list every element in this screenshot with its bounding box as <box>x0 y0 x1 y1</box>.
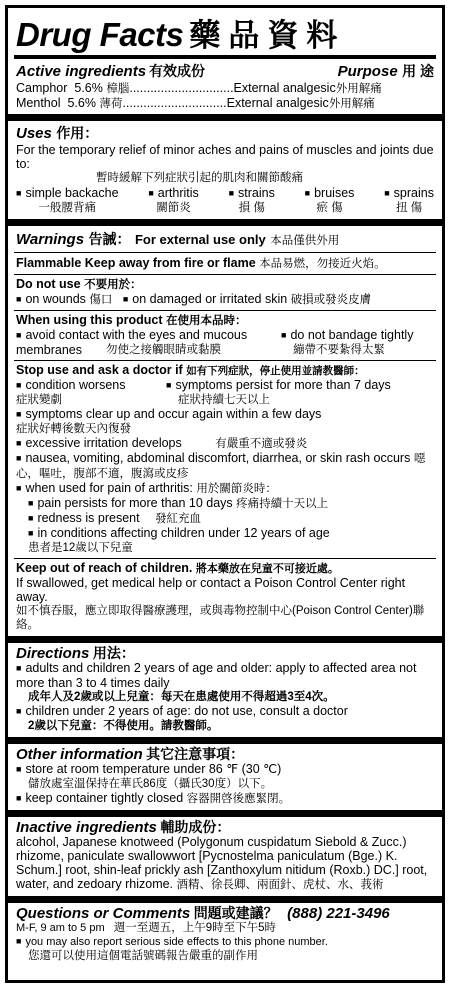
phone-number: (888) 221-3496 <box>287 905 390 922</box>
keep-out-of-reach: Keep out of reach of children. 將本藥放在兒童不可接近處。 If swallowed, get medical help or contact a Poison Control Center right away. 如不慎吞服，應立即取得醫療護理，或與毒物控制中心(Poison Control Center)聯絡。 <box>16 561 425 631</box>
other-heading: Other information <box>16 746 143 763</box>
warnings-heading: Warnings <box>16 231 85 248</box>
warnings-section: Warnings 告誡： For external use only 本品僅供外用 <box>16 231 340 248</box>
questions-heading: Questions or Comments <box>16 905 191 922</box>
inactive-heading: Inactive ingredients <box>16 819 157 836</box>
uses-text-zh: 暫時緩解下列症狀引起的肌肉和關節酸痛 <box>96 172 303 184</box>
divider <box>8 810 442 817</box>
purpose-heading: Purpose <box>337 63 398 80</box>
flammable-warning: Flammable Keep away from fire or flame 本品易燃，勿接近火焰。 <box>16 256 386 270</box>
do-not-use: Do not use 不要用於： ■ on wounds 傷口 ■ on damaged or irritated skin 破損或發炎皮膚 <box>8 275 442 310</box>
ingredient-row: Menthol 5.6% 薄荷..............................External analgesic外用解痛 <box>16 96 375 110</box>
uses-section: Uses 作用： For the temporary relief of minor aches and pains of muscles and joints due to: 暫時緩解下列症狀引起的肌肉和關節酸痛 ■ simple backache 一般腰背痛 ■ arthritis 關節炎 ■ strains 損 傷 ■ bruises 瘀 傷 ■ sprains 扭 傷 <box>8 121 442 219</box>
divider <box>8 219 442 226</box>
active-section <box>8 59 442 114</box>
directions-heading: Directions <box>16 645 90 662</box>
active-heading: Active ingredients <box>16 63 147 80</box>
uses-list: ■ simple backache 一般腰背痛 ■ arthritis 關節炎 ■ strains 損 傷 ■ bruises 瘀 傷 ■ sprains 扭 傷 <box>16 186 434 215</box>
directions-section: Directions 用法： ■ adults and children 2 years of age and older: apply to affected area not more than 3 to 4 times daily 成年人及2歲或以上兒童：每天在患處使用不得超過3至4次。 ■ children under 2 years of age: do not use, consult a doctor 2歲以下兒童：不得使用。請教醫師。 <box>8 643 442 737</box>
divider <box>8 636 442 643</box>
uses-heading: Uses <box>16 125 52 142</box>
other-info-section: Other information 其它注意事項： ■ store at room temperature under 86 ℉ (30 ℃) 儲放處室溫保持在華氏86度（攝氏30度）以下。 ■ keep container tightly closed 容器開啓後應緊閉。 <box>8 744 442 810</box>
divider <box>8 114 442 121</box>
drug-facts-label <box>5 5 445 983</box>
inactive-section: Inactive ingredients 輔助成份： alcohol, Japanese knotweed (Polygonum cuspidatum Siebold & Zucc.) rhizome, paniculate swallowwort [Pycnostelma paniculatum (Bge.) K. Schum.] root, shin-leaf prickly ash [Zanthoxylum nitidum (Roxb.) DC.] root, water, and zedoary rhizome. 酒精、徐長卿、兩面針、虎杖、水、莪術 <box>16 819 428 891</box>
uses-text: For the temporary relief of minor aches and pains of muscles and joints due to: <box>16 143 434 171</box>
title-en: Drug Facts <box>16 16 184 53</box>
questions-section: Questions or Comments 問題或建議？ (888) 221-3496 M-F, 9 am to 5 pm 週一至週五，上午9時至下午5時 ■ you may also report serious side effects to this phone number. 您還可以使用這個電話號碼報告嚴重的副作用 <box>8 903 442 963</box>
ingredient-row: Camphor 5.6% 樟腦..............................External analgesic外用解痛 <box>16 81 382 95</box>
stop-use: Stop use and ask a doctor if 如有下列症狀，停止使用並請教醫師： ■ condition worsens 症狀變劇 ■ symptoms persist for more than 7 days 症狀持續七天以上 ■ symptoms clear up and occur again within a few days 症狀好轉後數天內復發 ■ excessive irritation develops 有嚴重不適或發炎 ■ nausea, vomiting, abdominal discomfort, diarrhea, or skin rash occurs 噁心，嘔吐，腹部不適，腹瀉或皮疹 ■ when used for pain of arthritis: 用於關節炎時： ■ pain persists for more than 10 days 疼痛持續十天以上 ■ redness is present 發紅充血 ■ in conditions affecting children under 12 years of age 患者是12歲以下兒童 <box>8 361 442 558</box>
divider <box>8 737 442 744</box>
divider <box>8 896 442 903</box>
active-heading-zh: 有效成份 <box>149 63 206 79</box>
title-zh: 藥品資料 <box>189 18 346 54</box>
purpose-heading-zh: 用 途 <box>402 63 434 79</box>
when-using: When using this product 在使用本品時： ■ avoid contact with the eyes and mucous membranes 勿使之接觸眼睛或黏膜 ■ do not bandage tightly 繃帶不要紮得太緊 <box>8 311 442 360</box>
title-bar <box>8 8 442 55</box>
